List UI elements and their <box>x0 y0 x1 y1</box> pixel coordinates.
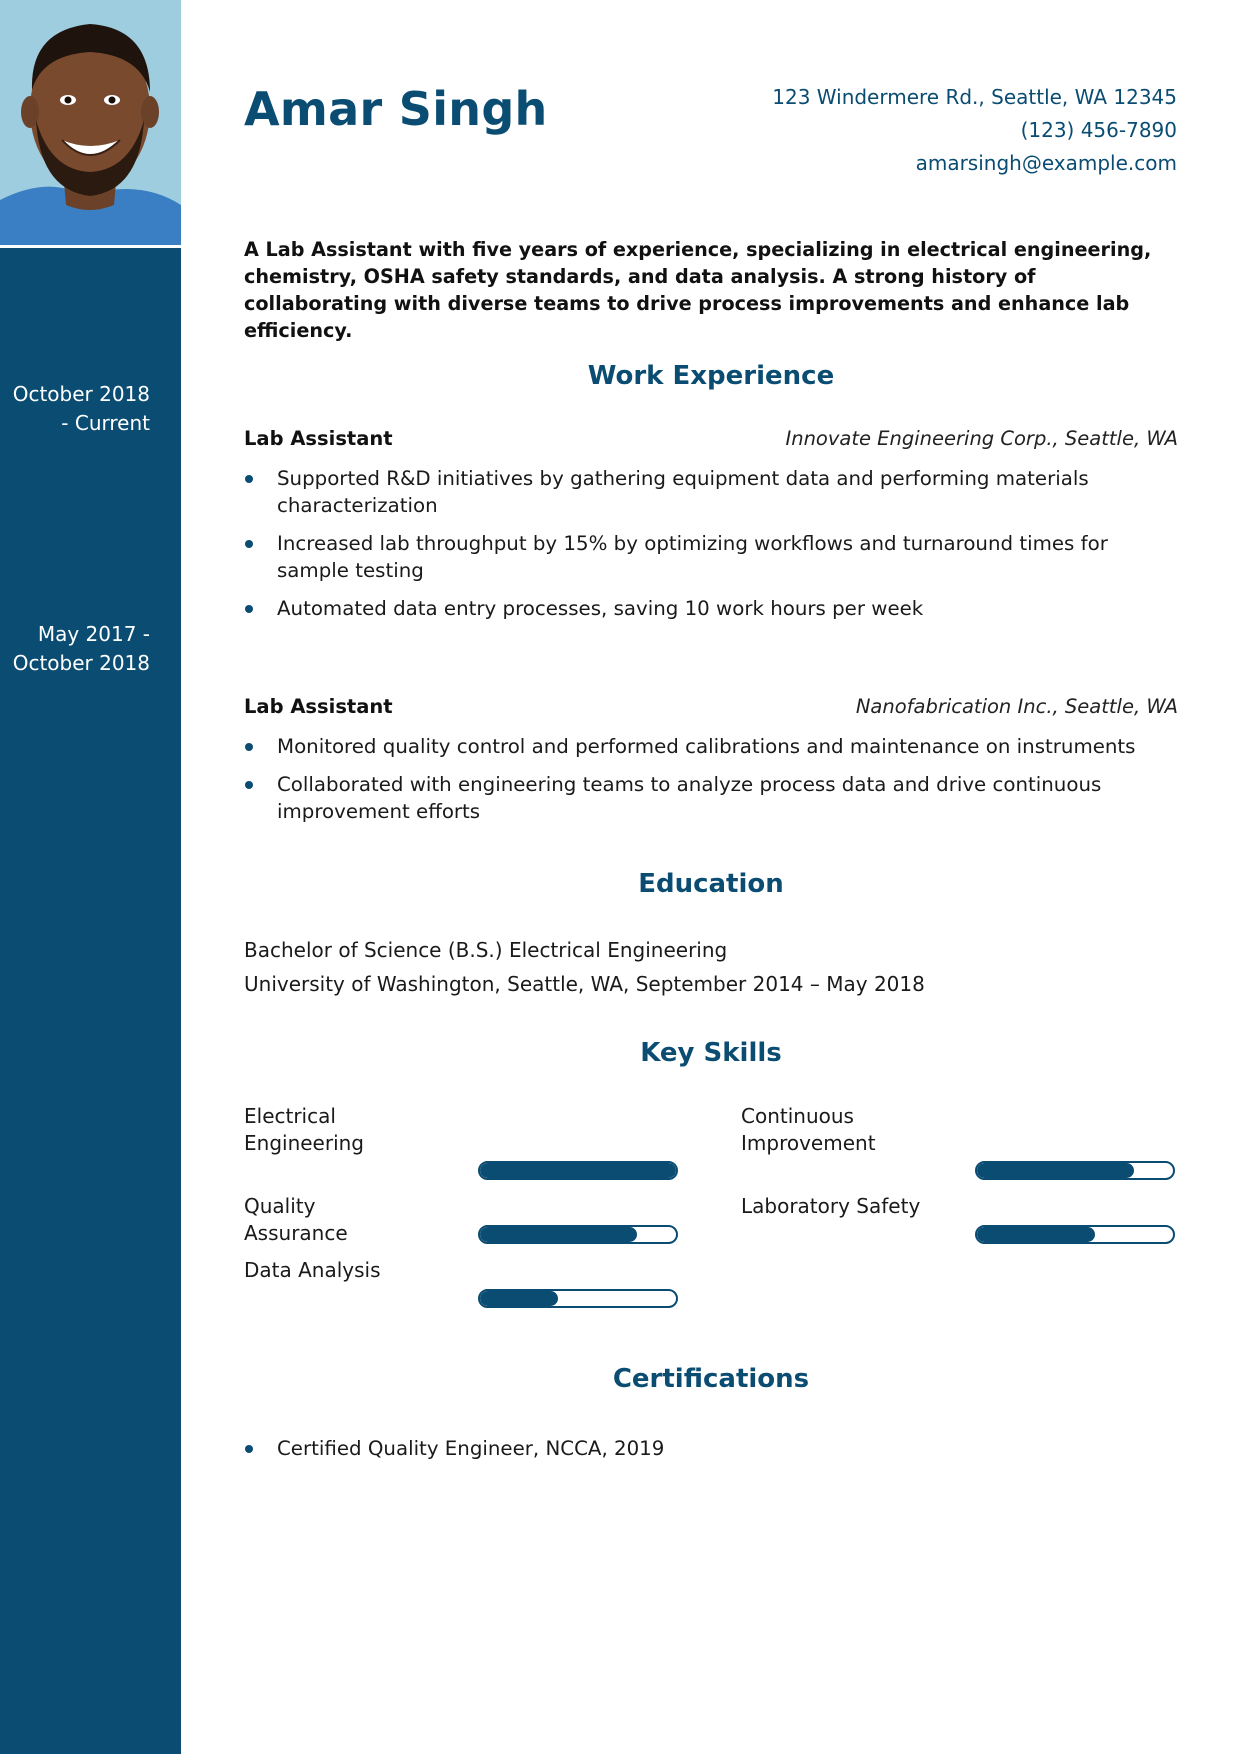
skill-item <box>741 1103 1175 1157</box>
job-2-dates: May 2017 - October 2018 <box>12 622 150 675</box>
phone: (123) 456-7890 <box>1020 118 1177 142</box>
job-1-dates: October 2018 - Current <box>12 382 150 435</box>
bullet-icon <box>245 1445 253 1453</box>
certifications-heading: Certifications <box>612 1364 810 1394</box>
skill-item <box>741 1193 1175 1220</box>
school: University of Washington, Seattle, WA, September 2014 – May 2018 <box>244 972 925 996</box>
job-bullets <box>244 733 1178 825</box>
skill-item <box>244 1193 678 1247</box>
bullet-icon <box>245 605 253 613</box>
bullet-icon <box>245 540 253 548</box>
list-item: Supported R&D initiatives by gathering equipment data and performing materials characterization <box>244 465 1178 519</box>
key-skills-heading: Key Skills <box>640 1038 782 1068</box>
skill-level-fill <box>977 1227 1095 1242</box>
list-item: Certified Quality Engineer, NCCA, 2019 <box>244 1435 1178 1462</box>
skill-level-fill <box>480 1163 676 1178</box>
summary: A Lab Assistant with five years of experience, specializing in electrical engineering, chemistry, OSHA safety standards, and data analysis. A strong history of collaborating with diverse teams to drive process improvements and enhance lab efficiency. <box>244 238 1152 342</box>
skill-name: Laboratory Safety <box>741 1194 921 1218</box>
skill-name: Data Analysis <box>244 1258 381 1282</box>
profile-photo <box>0 0 181 248</box>
job-entry <box>244 695 1178 836</box>
contact-info <box>757 84 1177 183</box>
skill-level-bar <box>975 1161 1175 1180</box>
skill-level-fill <box>480 1227 637 1242</box>
education-entry <box>244 933 925 1001</box>
job-bullets <box>244 465 1178 622</box>
skill-name: Quality Assurance <box>244 1194 348 1245</box>
skill-level-bar <box>478 1289 678 1308</box>
list-item: Monitored quality control and performed calibrations and maintenance on instruments <box>244 733 1178 760</box>
bullet-icon <box>245 743 253 751</box>
skill-level-fill <box>977 1163 1134 1178</box>
candidate-name: Amar Singh <box>244 82 548 136</box>
job-entry <box>244 427 1178 633</box>
address: 123 Windermere Rd., Seattle, WA 12345 <box>772 85 1177 109</box>
degree: Bachelor of Science (B.S.) Electrical Engineering <box>244 938 728 962</box>
list-item: Increased lab throughput by 15% by optimizing workflows and turnaround times for sample testing <box>244 530 1178 584</box>
work-experience-heading: Work Experience <box>587 361 835 391</box>
job-company: Innovate Engineering Corp., Seattle, WA <box>785 427 1178 450</box>
job-title: Lab Assistant <box>244 427 393 450</box>
email: amarsingh@example.com <box>915 151 1177 175</box>
bullet-icon <box>245 475 253 483</box>
skill-item <box>244 1257 678 1284</box>
skill-level-bar <box>478 1161 678 1180</box>
sidebar <box>0 0 181 1754</box>
skill-level-fill <box>480 1291 558 1306</box>
list-item: Automated data entry processes, saving 10 work hours per week <box>244 595 1178 622</box>
list-item: Collaborated with engineering teams to analyze process data and drive continuous improvement efforts <box>244 771 1178 825</box>
job-title: Lab Assistant <box>244 695 393 718</box>
education-heading: Education <box>638 869 784 899</box>
certifications-list <box>244 1427 1178 1473</box>
skill-item <box>244 1103 678 1157</box>
skill-level-bar <box>975 1225 1175 1244</box>
skill-level-bar <box>478 1225 678 1244</box>
skill-name: Electrical Engineering <box>244 1104 364 1155</box>
job-company: Nanofabrication Inc., Seattle, WA <box>855 695 1178 718</box>
skill-name: Continuous Improvement <box>741 1104 876 1155</box>
bullet-icon <box>245 781 253 789</box>
